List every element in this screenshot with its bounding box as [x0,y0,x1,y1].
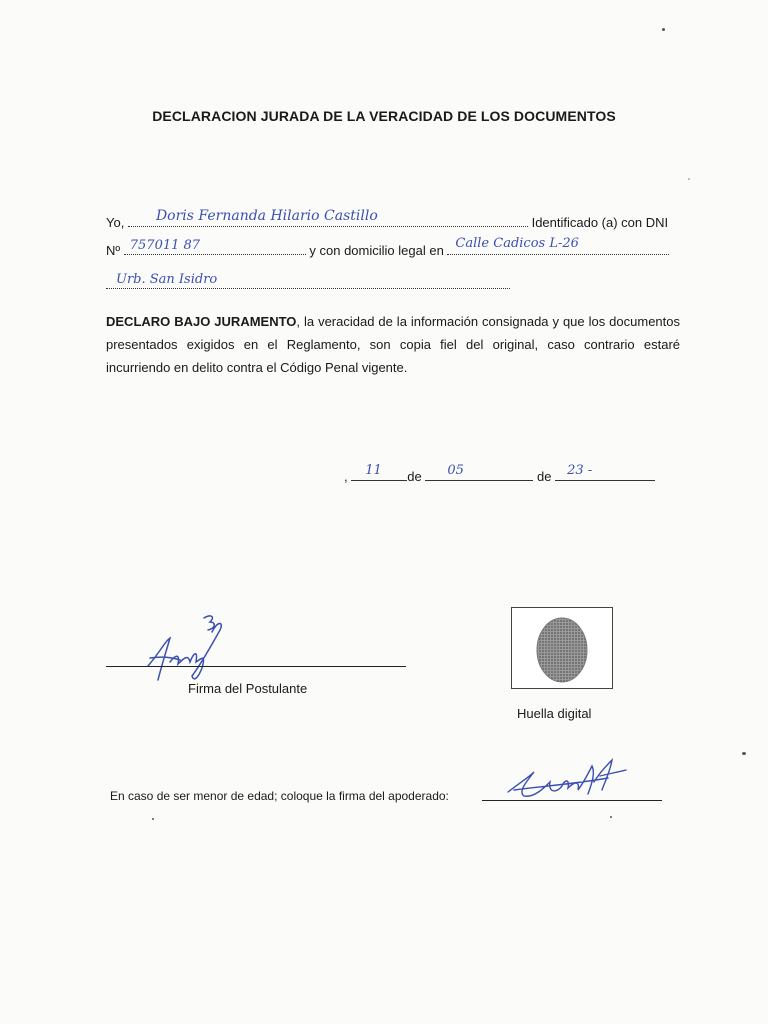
fingerprint-caption: Huella digital [517,706,592,721]
day-field[interactable] [351,463,407,481]
dni-address-line [106,236,669,258]
applicant-signature [140,612,240,688]
date-line [344,463,655,484]
date-comma: , [344,469,348,484]
de-label-1: de [407,469,422,484]
address-continuation-handwriting: Urb. San Isidro [116,272,218,287]
name-field[interactable] [128,208,528,227]
declaration-paragraph [106,310,680,379]
fingerprint-box [511,607,613,689]
year-field[interactable] [555,463,655,481]
address-field[interactable] [447,236,669,255]
dni-handwriting: 757011 87 [129,238,201,253]
dni-label: Identificado (a) con DNI [531,215,669,230]
fingerprint-icon [512,608,612,688]
name-line [106,208,669,230]
guardian-instruction: En caso de ser menor de edad; coloque la firma del apoderado: [110,789,449,803]
declaration-bold: DECLARO BAJO JURAMENTO [106,314,297,329]
address-continuation-field[interactable] [106,272,510,289]
address-continuation-line [106,272,510,292]
declaration-text: , la veracidad de la información consignada y que los documentos presentados exigidos en el Reglamento, son copia fiel del original, caso contrario estaré incurriendo en delito contra el Código Penal vigente. [106,314,681,375]
scan-speck [152,818,154,820]
yo-label: Yo, [106,215,125,230]
applicant-signature-line[interactable] [106,666,406,667]
document-title: DECLARACION JURADA DE LA VERACIDAD DE LOS DOCUMENTOS [152,108,616,124]
scan-speck [688,178,690,180]
scan-speck [742,752,746,755]
name-handwriting: Doris Fernanda Hilario Castillo [155,208,378,224]
scan-speck [662,28,665,31]
applicant-signature-caption: Firma del Postulante [188,681,308,696]
month-handwriting: 05 [447,463,464,478]
day-handwriting: 11 [365,463,382,478]
dni-field[interactable] [124,238,306,255]
month-field[interactable] [425,463,533,481]
domicilio-label: y con domicilio legal en [309,243,444,258]
scan-speck [610,816,612,818]
number-label: Nº [106,243,121,258]
guardian-signature [504,752,634,804]
de-label-2: de [536,469,552,484]
year-handwriting: 23 - [567,463,593,478]
address-handwriting: Calle Cadicos L-26 [455,236,579,251]
